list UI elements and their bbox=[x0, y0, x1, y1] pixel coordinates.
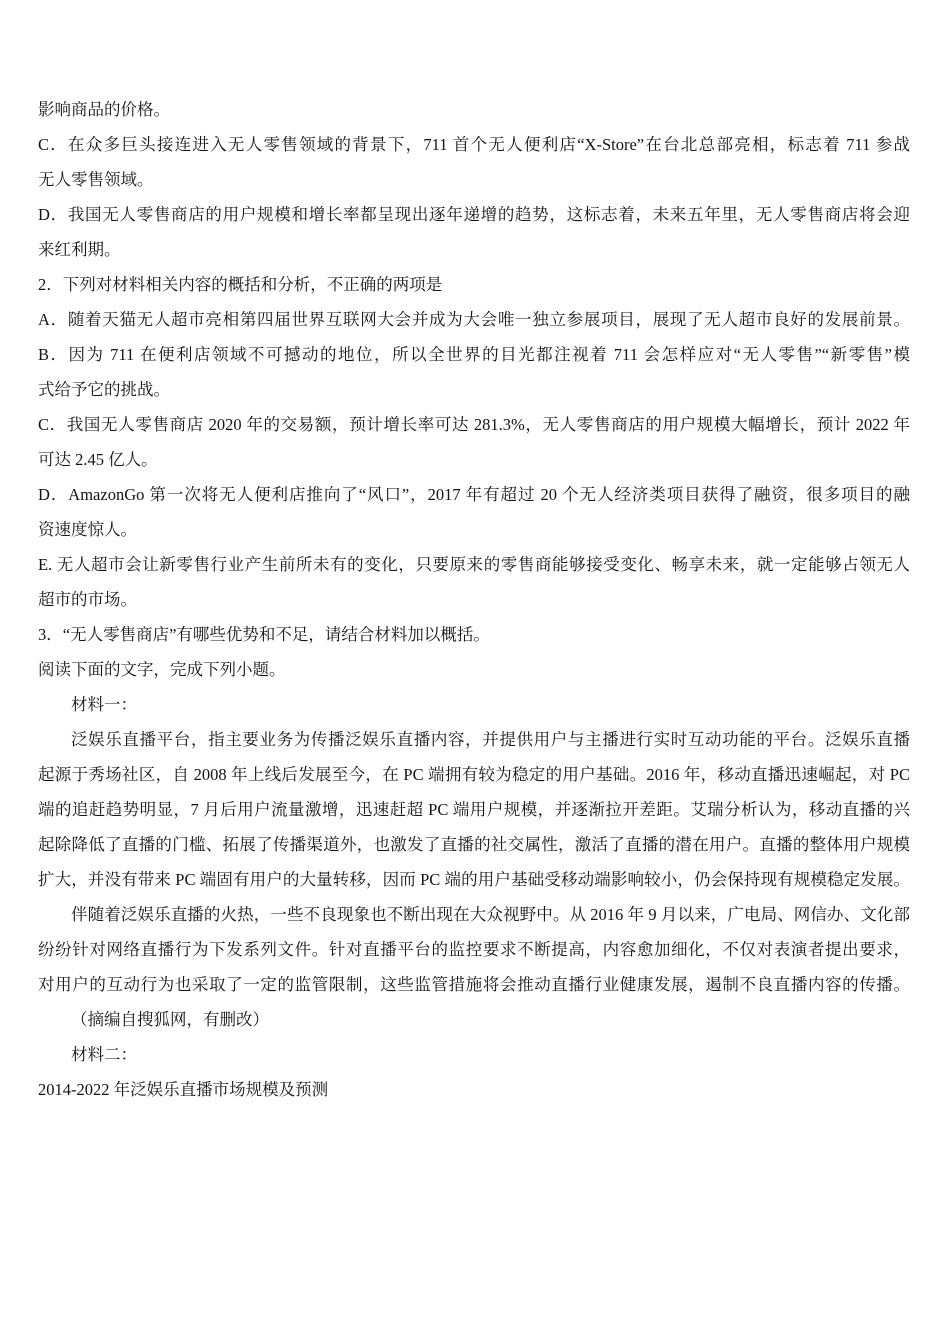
material-text-line: 对用户的互动行为也采取了一定的监管限制，这些监管措施将会推动直播行业健康发展，遏制不良直播内容的传播。 bbox=[38, 975, 910, 994]
material-text-line: 伴随着泛娱乐直播的火热，一些不良现象也不断出现在大众视野中。从 2016 年 9 月以来，广电局、网信办、文化部 bbox=[71, 905, 910, 924]
material-heading-line: 材料二： bbox=[71, 1045, 137, 1064]
instruction-line: 阅读下面的文字，完成下列小题。 bbox=[38, 660, 286, 679]
option-line: A．随着天猫无人超市亮相第四届世界互联网大会并成为大会唯一独立参展项目，展现了无人超市良好的发展前景。 bbox=[38, 310, 910, 329]
material-text-line: 起除降低了直播的门槛、拓展了传播渠道外，也激发了直播的社交属性，激活了直播的潜在用户。直播的整体用户规模 bbox=[38, 835, 910, 854]
material-heading-line: 材料一： bbox=[71, 695, 137, 714]
option-line: 来红利期。 bbox=[38, 240, 121, 259]
option-line: 超市的市场。 bbox=[38, 590, 137, 609]
option-line: C．我国无人零售商店 2020 年的交易额，预计增长率可达 281.3%，无人零售商店的用户规模大幅增长，预计 2022 年 bbox=[38, 415, 910, 434]
document-text-block bbox=[38, 92, 910, 1107]
question-line: 3．“无人零售商店”有哪些优势和不足，请结合材料加以概括。 bbox=[38, 625, 490, 644]
material-text-line: 纷纷针对网络直播行为下发系列文件。针对直播平台的监控要求不断提高，内容愈加细化，不仅对表演者提出要求， bbox=[38, 940, 910, 959]
question-line: 2．下列对材料相关内容的概括和分析，不正确的两项是 bbox=[38, 275, 443, 294]
option-line: 式给予它的挑战。 bbox=[38, 380, 170, 399]
material-text-line: 端的追赶趋势明显，7 月后用户流量激增，迅速赶超 PC 端用户规模，并逐渐拉开差距。艾瑞分析认为，移动直播的兴 bbox=[38, 800, 910, 819]
option-line: 无人零售领域。 bbox=[38, 170, 154, 189]
option-line: 影响商品的价格。 bbox=[38, 100, 170, 119]
source-attribution-line: （摘编自搜狐网，有删改） bbox=[71, 1010, 269, 1029]
option-line: 可达 2.45 亿人。 bbox=[38, 450, 158, 469]
option-line: D．AmazonGo 第一次将无人便利店推向了“风口”，2017 年有超过 20 个无人经济类项目获得了融资，很多项目的融 bbox=[38, 485, 910, 504]
material-text-line: 扩大，并没有带来 PC 端固有用户的大量转移，因而 PC 端的用户基础受移动端影响较小，仍会保持现有规模稳定发展。 bbox=[38, 870, 910, 889]
chart-title-line: 2014-2022 年泛娱乐直播市场规模及预测 bbox=[38, 1080, 329, 1099]
material-text-line: 泛娱乐直播平台，指主要业务为传播泛娱乐直播内容，并提供用户与主播进行实时互动功能的平台。泛娱乐直播 bbox=[71, 730, 910, 749]
option-line: C．在众多巨头接连进入无人零售领域的背景下，711 首个无人便利店“X-Store”在台北总部亮相，标志着 711 参战 bbox=[38, 135, 910, 154]
material-text-line: 起源于秀场社区，自 2008 年上线后发展至今，在 PC 端拥有较为稳定的用户基础。2016 年，移动直播迅速崛起，对 PC bbox=[38, 765, 910, 784]
option-line: 资速度惊人。 bbox=[38, 520, 137, 539]
option-line: D．我国无人零售商店的用户规模和增长率都呈现出逐年递增的趋势，这标志着，未来五年里，无人零售商店将会迎 bbox=[38, 205, 910, 224]
option-line: B．因为 711 在便利店领域不可撼动的地位，所以全世界的目光都注视着 711 会怎样应对“无人零售”“新零售”模 bbox=[38, 345, 910, 364]
option-line: E. 无人超市会让新零售行业产生前所未有的变化，只要原来的零售商能够接受变化、畅享未来，就一定能够占领无人 bbox=[38, 555, 910, 574]
